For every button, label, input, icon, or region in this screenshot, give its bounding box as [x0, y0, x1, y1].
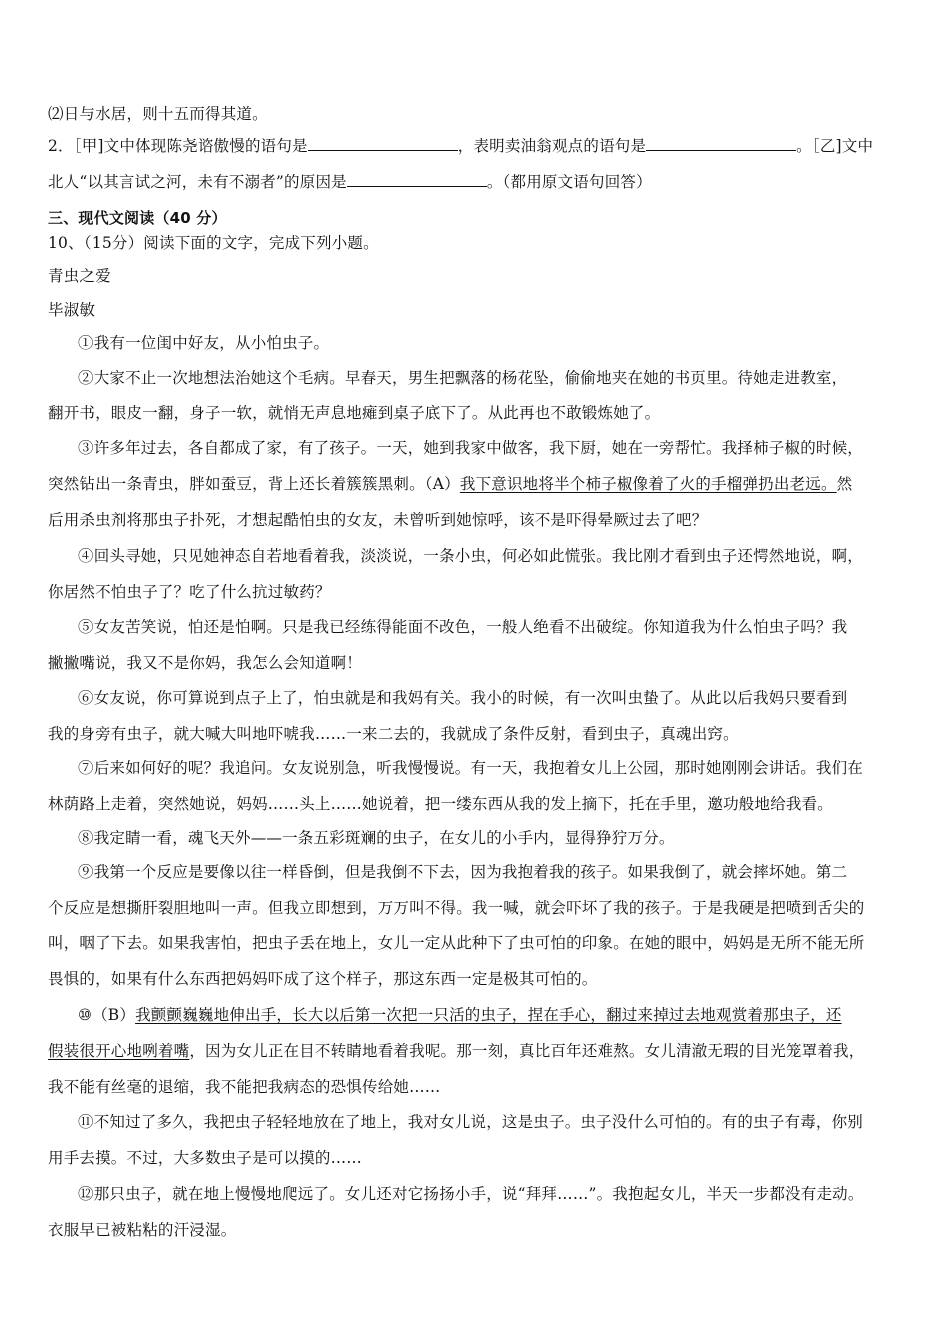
paragraph-5-line: 撇撇嘴说，我又不是你妈，我怎么会知道啊！	[48, 654, 363, 672]
paragraph-6-line: 我的身旁有虫子，就大喊大叫地吓唬我……一来二去的，我就成了条件反射，看到虫子，真魂出窍。	[48, 725, 739, 743]
paragraph-3-line: ③许多年过去，各自都成了家，有了孩子。一天，她到我家中做客，我下厨，她在一旁帮忙。我择柿子椒的时候，	[78, 439, 864, 457]
question-2-text-a: 2．［甲]文中体现陈尧谘傲慢的语句是	[48, 137, 308, 155]
paragraph-9-line: ⑨我第一个反应是要像以往一样昏倒，但是我倒不下去，因为我抱着我的孩子。如果我倒了，就会摔坏她。第二	[78, 863, 848, 881]
paragraph-10-text: ，因为女儿正在目不转睛地看着我呢。那一刻，真比百年还难熬。女儿清澈无瑕的目光笼罩着我，	[189, 1042, 865, 1060]
paragraph-2-line: 翻开书，眼皮一翻，身子一软，就悄无声息地瘫到桌子底下了。从此再也不敢锻炼她了。	[48, 404, 661, 422]
answer-line-2: ⑵日与水居，则十五而得其道。	[48, 105, 268, 123]
question-2-text-b: ，表明卖油翁观点的语句是	[457, 137, 647, 155]
answer-blank-1[interactable]	[308, 136, 458, 151]
paragraph-10-line: 我不能有丝毫的退缩，我不能把我病态的恐惧传给她……	[48, 1078, 441, 1096]
paragraph-2-line: ②大家不止一次地想法治她这个毛病。早春天，男生把飘落的杨花坠，偷偷地夹在她的书页里。待她走进教室，	[78, 369, 848, 387]
paragraph-7-line: ⑦后来如何好的呢？我追问。女友说别急，听我慢慢说。有一天，我抱着女儿上公园，那时她刚刚会讲话。我们在	[78, 759, 864, 777]
answer-blank-3[interactable]	[347, 172, 487, 187]
paragraph-5-line: ⑤女友苦笑说，怕还是怕啊。只是我已经练得能面不改色，一般人绝看不出破绽。你知道我为什么怕虫子吗？我	[78, 618, 848, 636]
paragraph-9-line: 叫，咽了下去。如果我害怕，把虫子丢在地上，女儿一定从此种下了虫可怕的印象。在她的眼中，妈妈是无所不能无所	[48, 934, 865, 952]
underlined-sentence-b: 我颤颤巍巍地伸出手，长大以后第一次把一只活的虫子，捏在手心，翻过来掉过去地观赏着那虫子，还	[135, 1006, 842, 1024]
question-2-line-2	[48, 172, 908, 192]
answer-blank-2[interactable]	[646, 136, 796, 151]
paragraph-10-line	[48, 1041, 908, 1061]
paragraph-4-line: ④回头寻她，只见她神态自若地看着我，淡淡说，一条小虫，何必如此慌张。我比刚才看到虫子还愕然地说，啊，	[78, 547, 864, 565]
question-2-text-c: 。［乙]文中	[796, 137, 874, 155]
paragraph-1: ①我有一位闺中好友，从小怕虫子。	[78, 334, 330, 352]
paragraph-12-line: ⑫那只虫子，就在地上慢慢地爬远了。女儿还对它扬扬小手，说“拜拜……”。我抱起女儿，半天一步都没有走动。	[78, 1185, 864, 1203]
paragraph-6-line: ⑥女友说，你可算说到点子上了，怕虫就是和我妈有关。我小的时候，有一次叫虫蛰了。从此以后我妈只要看到	[78, 689, 848, 707]
question-2-line-1	[48, 136, 908, 156]
paragraph-3-text: 突然钻出一条青虫，胖如蚕豆，背上还长着簇簇黑刺。（A）	[48, 475, 460, 493]
paragraph-10-line	[78, 1005, 908, 1025]
underlined-sentence-b-cont: 假装很开心地咧着嘴	[48, 1042, 190, 1060]
question-2-text-d: 北人“以其言试之河，未有不溺者”的原因是	[48, 173, 347, 191]
paragraph-8: ⑧我定睛一看，魂飞天外——一条五彩斑斓的虫子，在女儿的小手内，显得狰狞万分。	[78, 829, 675, 847]
paragraph-11-line: 用手去摸。不过，大多数虫子是可以摸的……	[48, 1149, 363, 1167]
section-heading: 三、现代文阅读（40 分）	[48, 209, 227, 227]
question-2-text-e: 。（都用原文语句回答）	[486, 173, 652, 191]
paragraph-4-line: 你居然不怕虫子了？吃了什么抗过敏药？	[48, 583, 331, 601]
paragraph-7-line: 林荫路上走着，突然她说，妈妈……头上……她说着，把一缕东西从我的发上摘下，托在手里，邀功般地给我看。	[48, 795, 834, 813]
paragraph-12-line: 衣服早已被粘粘的汗浸湿。	[48, 1221, 237, 1239]
paragraph-3-line	[48, 474, 908, 494]
article-title: 青虫之爱	[48, 267, 111, 285]
paragraph-10-label: ⑩（B）	[78, 1006, 136, 1024]
paragraph-11-line: ⑪不知过了多久，我把虫子轻轻地放在了地上，我对女儿说，这是虫子。虫子没什么可怕的。有的虫子有毒，你别	[78, 1113, 864, 1131]
article-author: 毕淑敏	[48, 301, 96, 319]
question-10-instruction: 10、（15分）阅读下面的文字，完成下列小题。	[48, 234, 379, 252]
paragraph-9-line: 畏惧的，如果有什么东西把妈妈吓成了这个样子，那这东西一定是极其可怕的。	[48, 970, 598, 988]
paragraph-3-text: 然	[836, 475, 853, 493]
underlined-sentence-a: 我下意识地将半个柿子椒像着了火的手榴弹扔出老远。	[459, 475, 837, 493]
paragraph-9-line: 个反应是想撕肝裂胆地叫一声。但我立即想到，万万叫不得。我一喊，就会吓坏了我的孩子。于是我硬是把喷到舌尖的	[48, 899, 865, 917]
paragraph-3-line: 后用杀虫剂将那虫子扑死，才想起酷怕虫的女友，未曾听到她惊呼，该不是吓得晕厥过去了吧？	[48, 511, 708, 529]
